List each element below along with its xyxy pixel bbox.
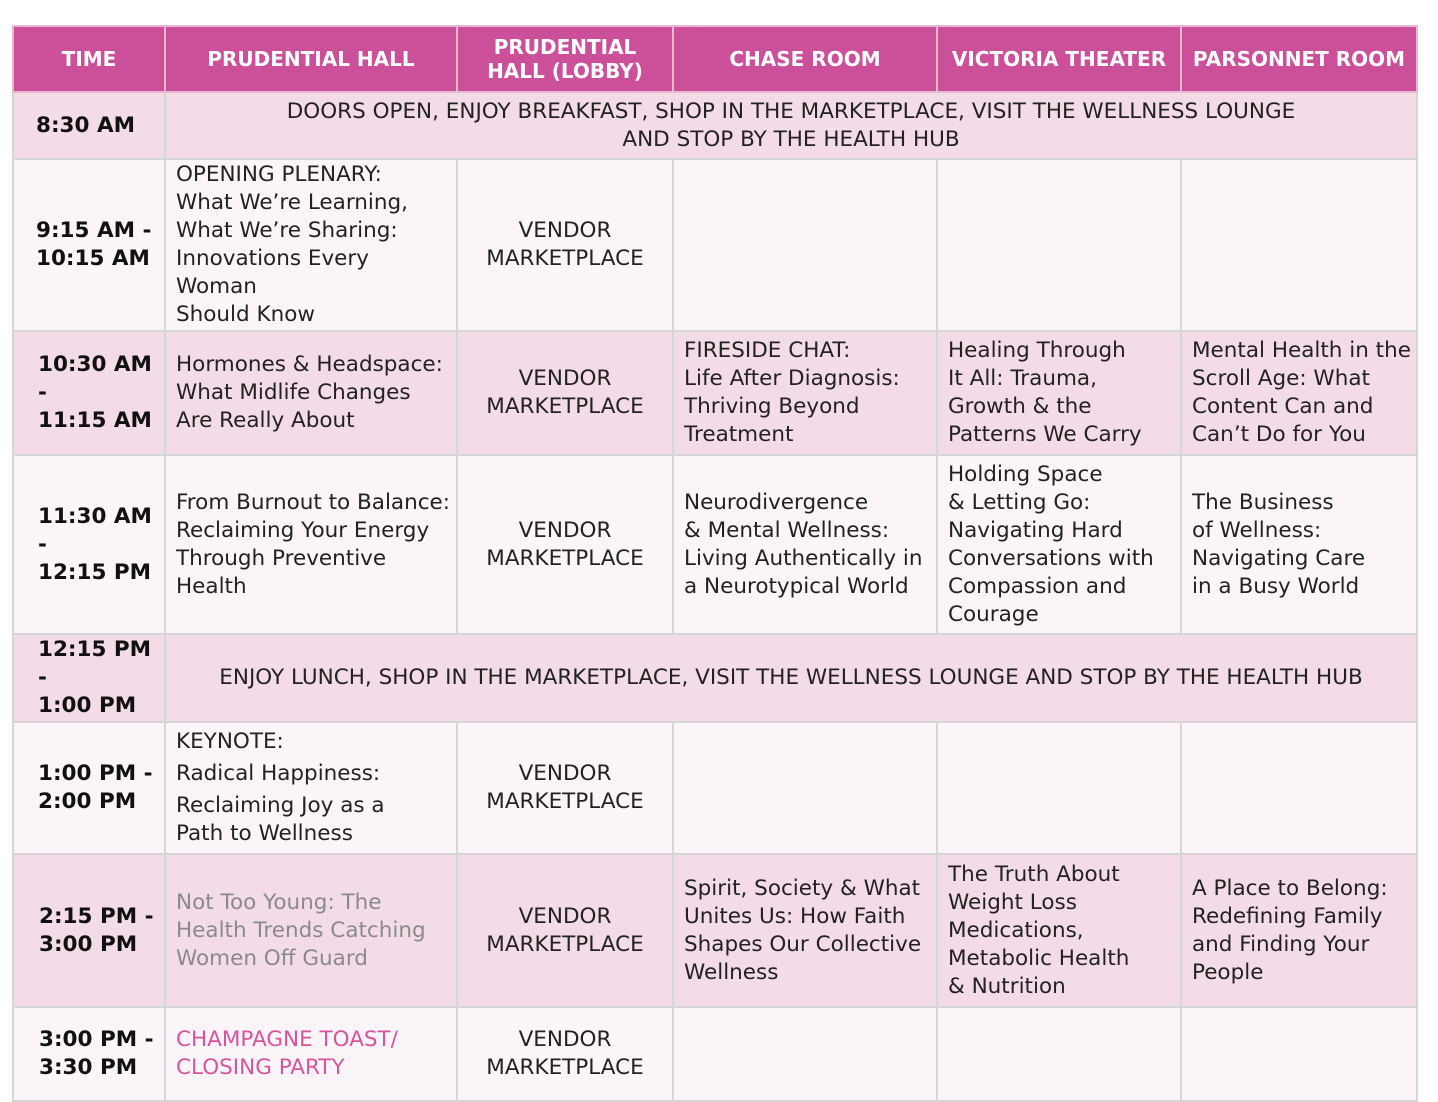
session-line: Conversations with (948, 545, 1154, 571)
session-line: Holding Space (948, 461, 1103, 487)
vendor-marketplace-cell (457, 331, 673, 455)
time-cell (13, 1007, 165, 1101)
vendor-line: MARKETPLACE (486, 789, 644, 814)
time-cell (13, 455, 165, 634)
session-line: Life After Diagnosis: (684, 366, 900, 391)
session-line: Reclaiming Joy as a (176, 793, 385, 818)
session-line: and Finding Your (1192, 931, 1370, 957)
session-chase-room (673, 455, 937, 634)
empty-cell (1181, 159, 1417, 331)
session-line: Patterns We Carry (948, 422, 1142, 447)
time-cell (13, 854, 165, 1007)
vendor-marketplace-cell (457, 854, 673, 1007)
session-line: FIRESIDE CHAT: (684, 338, 851, 363)
session-line: Can’t Do for You (1192, 422, 1366, 447)
session-line: Innovations Every Woman (176, 246, 369, 299)
breakfast-announcement (165, 92, 1417, 159)
time-label: 8:30 AM (36, 112, 135, 138)
session-line: It All: Trauma, (948, 366, 1097, 391)
time-start: 3:00 PM - (39, 1027, 154, 1052)
empty-cell (673, 159, 937, 331)
vendor-marketplace-cell (457, 722, 673, 854)
session-line: Women Off Guard (176, 945, 368, 971)
header-row (13, 26, 1417, 92)
session-line: Health (176, 573, 247, 599)
time-start: 1:00 PM - (38, 761, 153, 786)
session-line: & Letting Go: (948, 489, 1091, 515)
session-line: Hormones & Headspace: (176, 352, 443, 377)
session-line: Unites Us: How Faith (684, 903, 906, 929)
vendor-line: MARKETPLACE (486, 931, 644, 957)
session-prudential-hall (165, 455, 457, 634)
session-victoria-theater (937, 854, 1181, 1007)
time-cell (13, 159, 165, 331)
victoria-theater-header: VICTORIA THEATER (937, 26, 1181, 92)
vendor-line: MARKETPLACE (486, 1055, 644, 1080)
session-prudential-hall (165, 1007, 457, 1101)
session-line: What We’re Sharing: (176, 218, 398, 243)
session-line: Not Too Young: The (176, 889, 382, 915)
session-line: Should Know (176, 302, 315, 327)
time-start: 2:15 PM - (39, 903, 154, 929)
time-end: 3:00 PM (39, 931, 138, 957)
session-line: CHAMPAGNE TOAST/ (176, 1027, 398, 1052)
session-line: Navigating Hard (948, 517, 1123, 543)
prudential-lobby-header: PRUDENTIAL HALL (LOBBY) (457, 26, 673, 92)
session-line: The Business (1192, 489, 1334, 515)
session-line: From Burnout to Balance: (176, 489, 451, 515)
vendor-marketplace-cell (457, 159, 673, 331)
time-cell (13, 634, 165, 722)
session-parsonnet-room (1181, 455, 1417, 634)
empty-cell (673, 1007, 937, 1101)
empty-cell (1181, 1007, 1417, 1101)
time-cell (13, 92, 165, 159)
time-cell (13, 331, 165, 455)
lunch-announcement (165, 634, 1417, 722)
schedule-row-1215 (13, 634, 1417, 722)
session-line: Mental Health in the (1192, 338, 1411, 363)
time-end: 1:00 PM (38, 693, 137, 718)
session-line: People (1192, 959, 1264, 985)
vendor-line: VENDOR (518, 218, 612, 243)
session-line: Reclaiming Your Energy (176, 517, 430, 543)
vendor-line: VENDOR (518, 1027, 612, 1052)
session-line: What Midlife Changes (176, 380, 411, 405)
session-line: Courage (948, 601, 1039, 627)
parsonnet-room-header: PARSONNET ROOM (1181, 26, 1417, 92)
vendor-marketplace-cell (457, 1007, 673, 1101)
session-victoria-theater (937, 331, 1181, 455)
session-prudential-hall (165, 854, 457, 1007)
vendor-line: VENDOR (518, 366, 612, 391)
empty-cell (937, 722, 1181, 854)
session-line: Neurodivergence (684, 489, 869, 515)
session-line: & Nutrition (948, 973, 1066, 999)
empty-cell (937, 1007, 1181, 1101)
session-line: Redefining Family (1192, 903, 1383, 929)
time-start: 10:30 AM - (38, 352, 152, 405)
session-line: Path to Wellness (176, 821, 353, 846)
session-line: Treatment (684, 422, 794, 447)
session-line: CLOSING PARTY (176, 1055, 345, 1080)
session-line: Compassion and (948, 573, 1127, 599)
vendor-line: VENDOR (518, 517, 612, 543)
session-chase-room (673, 331, 937, 455)
session-line: in a Busy World (1192, 573, 1360, 599)
session-line: Healing Through (948, 338, 1126, 363)
session-line: Spirit, Society & What (684, 875, 921, 901)
session-prudential-hall (165, 331, 457, 455)
schedule-row-0300 (13, 1007, 1417, 1101)
session-line: The Truth About (948, 861, 1120, 887)
vendor-line: MARKETPLACE (486, 246, 644, 271)
session-line: What We’re Learning, (176, 190, 408, 215)
vendor-marketplace-cell (457, 455, 673, 634)
time-end: 12:15 PM (38, 559, 152, 585)
prudential-hall-header: PRUDENTIAL HALL (165, 26, 457, 92)
time-start: 12:15 PM - (38, 637, 152, 690)
session-line: Scroll Age: What (1192, 366, 1370, 391)
session-chase-room (673, 854, 937, 1007)
session-line: Navigating Care (1192, 545, 1366, 571)
time-end: 11:15 AM (38, 408, 152, 433)
session-line: Are Really About (176, 408, 355, 433)
session-parsonnet-room (1181, 854, 1417, 1007)
session-line: Metabolic Health (948, 945, 1130, 971)
empty-cell (937, 159, 1181, 331)
session-line: OPENING PLENARY: (176, 162, 382, 187)
time-start: 11:30 AM - (38, 503, 152, 557)
time-end: 2:00 PM (38, 789, 137, 814)
session-line: Through Preventive (176, 545, 387, 571)
session-line: Thriving Beyond (684, 394, 860, 419)
session-line: KEYNOTE: (176, 729, 284, 754)
vendor-line: MARKETPLACE (486, 394, 644, 419)
vendor-line: VENDOR (518, 903, 612, 929)
session-line: & Mental Wellness: (684, 517, 890, 543)
chase-room-header: CHASE ROOM (673, 26, 937, 92)
session-parsonnet-room (1181, 331, 1417, 455)
session-line: Wellness (684, 959, 779, 985)
session-line: Radical Happiness: (176, 761, 381, 786)
time-end: 10:15 AM (36, 246, 150, 271)
session-line: Growth & the (948, 394, 1092, 419)
schedule-row-1130 (13, 455, 1417, 634)
time-start: 9:15 AM - (36, 218, 152, 243)
time-column-header: TIME (13, 26, 165, 92)
empty-cell (673, 722, 937, 854)
session-line: Living Authentically in (684, 545, 923, 571)
announcement-line: DOORS OPEN, ENJOY BREAKFAST, SHOP IN THE MARKETPLACE, VISIT THE WELLNESS LOUNGE (286, 98, 1296, 124)
vendor-line: VENDOR (518, 761, 612, 786)
session-line: Content Can and (1192, 394, 1374, 419)
schedule-row-0830 (13, 92, 1417, 159)
session-line: of Wellness: (1192, 517, 1322, 543)
session-line: A Place to Belong: (1192, 875, 1388, 901)
session-prudential-hall (165, 722, 457, 854)
session-line: Health Trends Catching (176, 917, 426, 943)
session-line: Medications, (948, 917, 1084, 943)
schedule-table (12, 25, 1418, 1102)
vendor-line: MARKETPLACE (486, 545, 644, 571)
session-victoria-theater (937, 455, 1181, 634)
time-cell (13, 722, 165, 854)
schedule-row-1030 (13, 331, 1417, 455)
session-line: a Neurotypical World (684, 573, 909, 599)
schedule-row-0100 (13, 722, 1417, 854)
time-end: 3:30 PM (39, 1055, 138, 1080)
session-line: Weight Loss (948, 889, 1077, 915)
announcement-line: AND STOP BY THE HEALTH HUB (622, 126, 960, 152)
empty-cell (1181, 722, 1417, 854)
session-line: Shapes Our Collective (684, 931, 922, 957)
session-prudential-hall (165, 159, 457, 331)
schedule-row-0915 (13, 159, 1417, 331)
announcement-line: ENJOY LUNCH, SHOP IN THE MARKETPLACE, VISIT THE WELLNESS LOUNGE AND STOP BY THE HEALTH HUB (219, 665, 1363, 690)
schedule-row-0215 (13, 854, 1417, 1007)
